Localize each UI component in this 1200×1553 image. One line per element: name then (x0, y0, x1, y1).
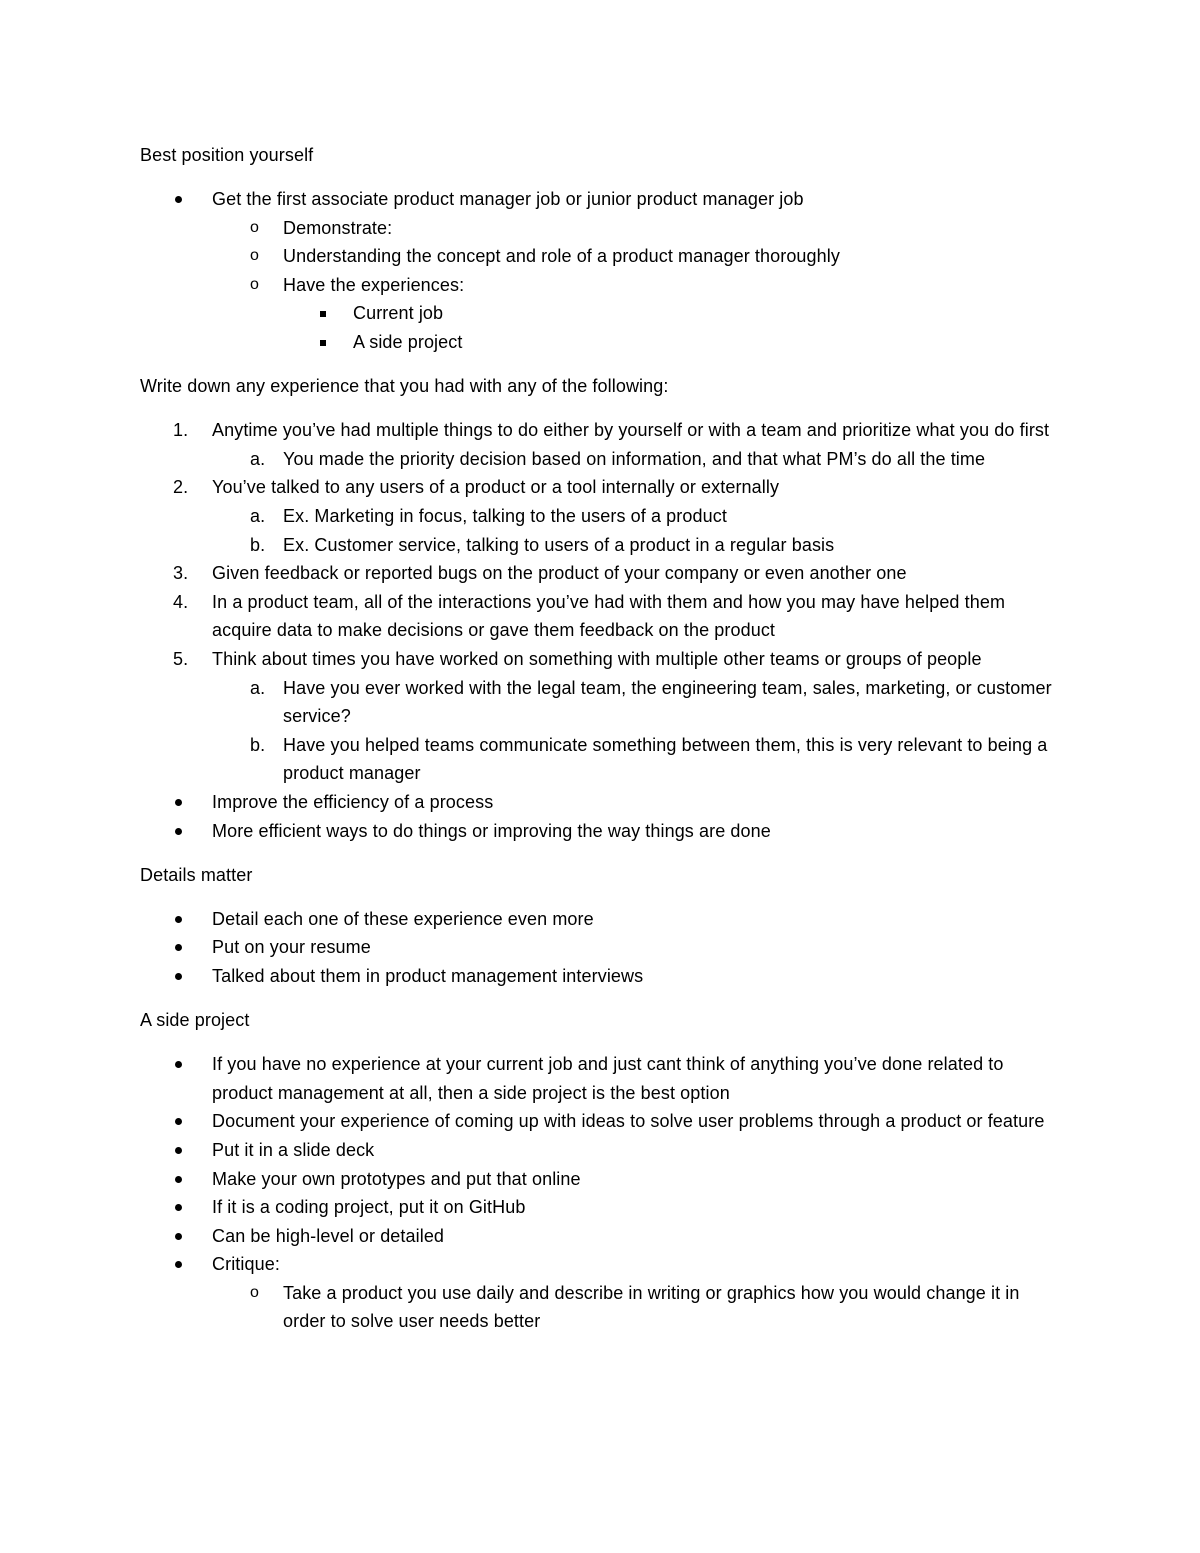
list-item (140, 1279, 1060, 1336)
list-item-text: Put it in a slide deck (212, 1139, 375, 1160)
list-item (140, 1136, 1060, 1165)
list-item (140, 531, 1060, 560)
list-item-text: Improve the efficiency of a process (212, 791, 494, 812)
bullet-icon (175, 799, 182, 806)
list-item (140, 502, 1060, 531)
section-heading: Details matter (140, 864, 253, 885)
list-item (140, 588, 1060, 645)
list-marker: a. (250, 677, 266, 698)
list-item-text: Given feedback or reported bugs on the product of your company or even another one (212, 563, 907, 584)
section-heading: Write down any experience that you had with any of the following: (140, 376, 669, 397)
list-item-text: Detail each one of these experience even more (212, 908, 594, 929)
square-bullet-icon (320, 340, 326, 346)
list-marker: b. (250, 534, 266, 555)
bullet-icon (175, 1061, 182, 1068)
list-item-text: Have you helped teams communicate something between them, this is very relevant to being a product manager (283, 734, 1048, 784)
list-item-text: Think about times you have worked on something with multiple other teams or groups of people (212, 649, 982, 669)
bullet-icon (175, 1233, 182, 1240)
document-body (140, 141, 1060, 1336)
list-item-text: Ex. Customer service, talking to users of a product in a regular basis (283, 534, 835, 555)
list-item-text: A side project (353, 332, 463, 353)
list-marker: a. (250, 506, 266, 527)
list-item (140, 214, 1060, 243)
list-item (140, 1222, 1060, 1251)
list-item-text: Take a product you use daily and describe in writing or graphics how you would change it in order to solve user needs better (283, 1282, 1020, 1332)
bullet-icon (175, 1147, 182, 1154)
list-item (140, 1250, 1060, 1279)
list-item-text: Can be high-level or detailed (212, 1225, 445, 1246)
bullet-icon (175, 1118, 182, 1125)
list-item-text: In a product team, all of the interactions you’ve had with them and how you may have helped them acquire data to make decisions or gave them feedback on the product (212, 591, 1006, 641)
bullet-icon (175, 1261, 182, 1268)
square-bullet-icon (320, 311, 326, 317)
list-item (140, 962, 1060, 991)
list-item (140, 416, 1060, 445)
list-item (140, 1050, 1060, 1107)
list-item (140, 645, 1060, 674)
list-item-text: Demonstrate: (283, 217, 393, 238)
list-item (140, 905, 1060, 934)
list-marker: 5. (173, 649, 189, 669)
bullet-icon (175, 916, 182, 923)
list-item-text: If it is a coding project, put it on GitHub (212, 1197, 526, 1218)
list-marker: a. (250, 448, 266, 469)
bullet-icon (175, 944, 182, 951)
list-item (140, 185, 1060, 214)
list-item-text: Have the experiences: (283, 274, 465, 295)
list-marker: o (250, 1283, 259, 1301)
list-item (140, 933, 1060, 962)
section-heading: A side project (140, 1010, 250, 1031)
list-item (140, 1193, 1060, 1222)
section-heading: Best position yourself (140, 145, 314, 165)
list-marker: 1. (173, 420, 189, 441)
list-item-text: Understanding the concept and role of a product manager thoroughly (283, 246, 840, 267)
list-item (140, 559, 1060, 588)
list-item-text: Document your experience of coming up with ideas to solve user problems through a product or feature (212, 1111, 1045, 1132)
bullet-icon (175, 828, 182, 835)
list-item-text: Get the first associate product manager job or junior product manager job (212, 189, 804, 210)
bullet-icon (175, 1204, 182, 1211)
list-item-text: Talked about them in product management interviews (212, 965, 644, 986)
list-item-text: Have you ever worked with the legal team, the engineering team, sales, marketing, or customer service? (283, 677, 1052, 727)
bullet-icon (175, 1176, 182, 1183)
list-marker: b. (250, 734, 266, 755)
list-item (140, 328, 1060, 357)
list-item (140, 788, 1060, 817)
list-marker: o (250, 218, 259, 236)
list-item (140, 817, 1060, 846)
list-item-text: Make your own prototypes and put that online (212, 1168, 581, 1189)
list-item (140, 1107, 1060, 1136)
list-item (140, 299, 1060, 328)
list-marker: 2. (173, 477, 189, 498)
list-marker: 4. (173, 591, 189, 612)
list-item (140, 445, 1060, 474)
list-item (140, 731, 1060, 788)
list-item-text: You’ve talked to any users of a product or a tool internally or externally (212, 477, 780, 498)
list-marker: o (250, 275, 259, 293)
list-item (140, 242, 1060, 271)
list-item (140, 1165, 1060, 1194)
bullet-icon (175, 196, 182, 203)
list-marker: 3. (173, 563, 189, 584)
bullet-icon (175, 973, 182, 980)
list-item-text: Current job (353, 303, 444, 324)
list-item-text: Put on your resume (212, 937, 371, 958)
list-item (140, 271, 1060, 300)
list-item-text: More efficient ways to do things or improving the way things are done (212, 820, 771, 841)
list-marker: o (250, 247, 259, 265)
list-item-text: Ex. Marketing in focus, talking to the users of a product (283, 506, 727, 527)
list-item (140, 473, 1060, 502)
list-item-text: Critique: (212, 1254, 280, 1275)
list-item-text: If you have no experience at your current job and just cant think of anything you’ve done related to product management at all, then a side project is the best option (212, 1054, 1004, 1103)
list-item-text: You made the priority decision based on information, and that what PM’s do all the time (283, 448, 986, 469)
list-item (140, 674, 1060, 731)
list-item-text: Anytime you’ve had multiple things to do either by yourself or with a team and prioritize what you do first (212, 420, 1050, 441)
